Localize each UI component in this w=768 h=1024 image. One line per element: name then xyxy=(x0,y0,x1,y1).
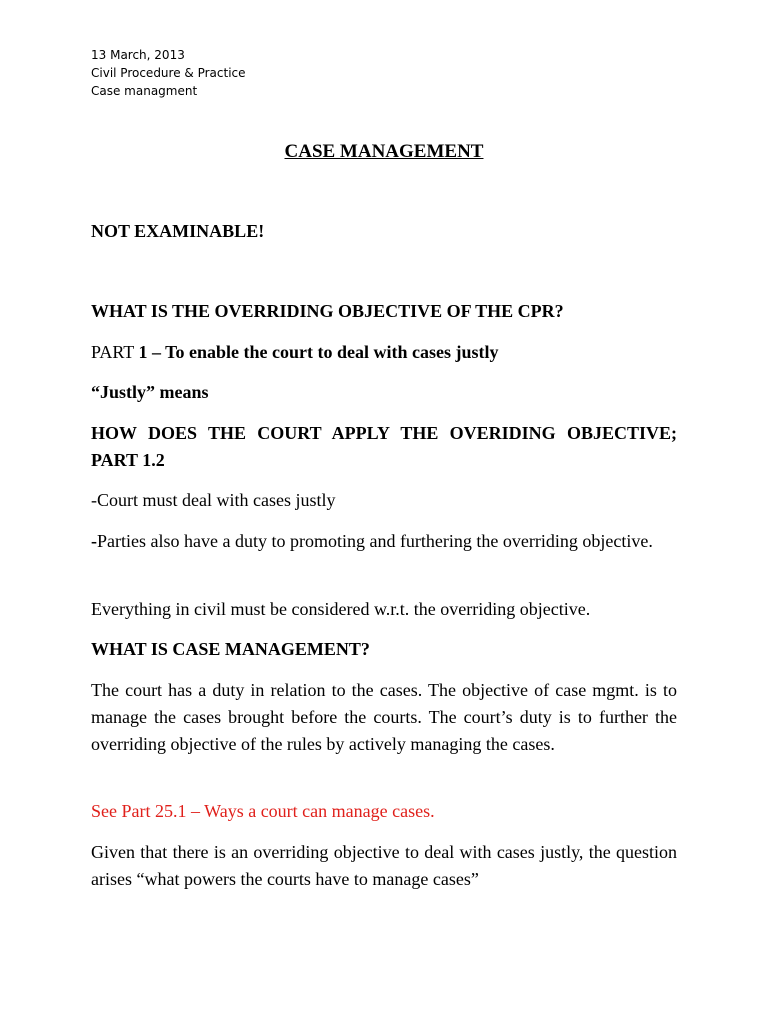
see-part-reference: See Part 25.1 – Ways a court can manage cases. xyxy=(91,801,435,821)
part-one-line xyxy=(91,339,677,366)
court-duty-bullet: -Court must deal with cases justly xyxy=(91,490,336,510)
header-date: 13 March, 2013 xyxy=(91,48,185,62)
not-examinable-heading: NOT EXAMINABLE! xyxy=(91,221,265,241)
parties-bullet-text: Parties also have a duty to promoting and furthering the overriding objective. xyxy=(97,531,653,551)
document-title: CASE MANAGEMENT xyxy=(284,141,484,162)
justly-means-heading: “Justly” means xyxy=(91,382,209,402)
everything-civil-line: Everything in civil must be considered w.r.t. the overriding objective. xyxy=(91,599,591,619)
parties-bullet-dash: - xyxy=(91,531,97,551)
part-one-text: 1 – To enable the court to deal with cases justly xyxy=(138,342,499,362)
given-that-paragraph: Given that there is an overriding objective to deal with cases justly, the question arises “what powers the courts have to manage cases” xyxy=(91,842,677,889)
case-management-paragraph: The court has a duty in relation to the cases. The objective of case mgmt. is to manage the cases brought before the courts. The court’s duty is to further the overriding objective of the rules by actively managing the cases. xyxy=(91,680,677,754)
header-course: Civil Procedure & Practice xyxy=(91,66,246,80)
case-management-question: WHAT IS CASE MANAGEMENT? xyxy=(91,639,370,659)
parties-duty-bullet xyxy=(91,528,677,555)
header-topic: Case managment xyxy=(91,84,198,98)
how-apply-heading: HOW DOES THE COURT APPLY THE OVERIDING OBJECTIVE; PART 1.2 xyxy=(91,423,677,470)
overriding-objective-question: WHAT IS THE OVERRIDING OBJECTIVE OF THE CPR? xyxy=(91,301,564,321)
part-one-prefix: PART xyxy=(91,342,139,362)
document-header xyxy=(91,46,246,100)
